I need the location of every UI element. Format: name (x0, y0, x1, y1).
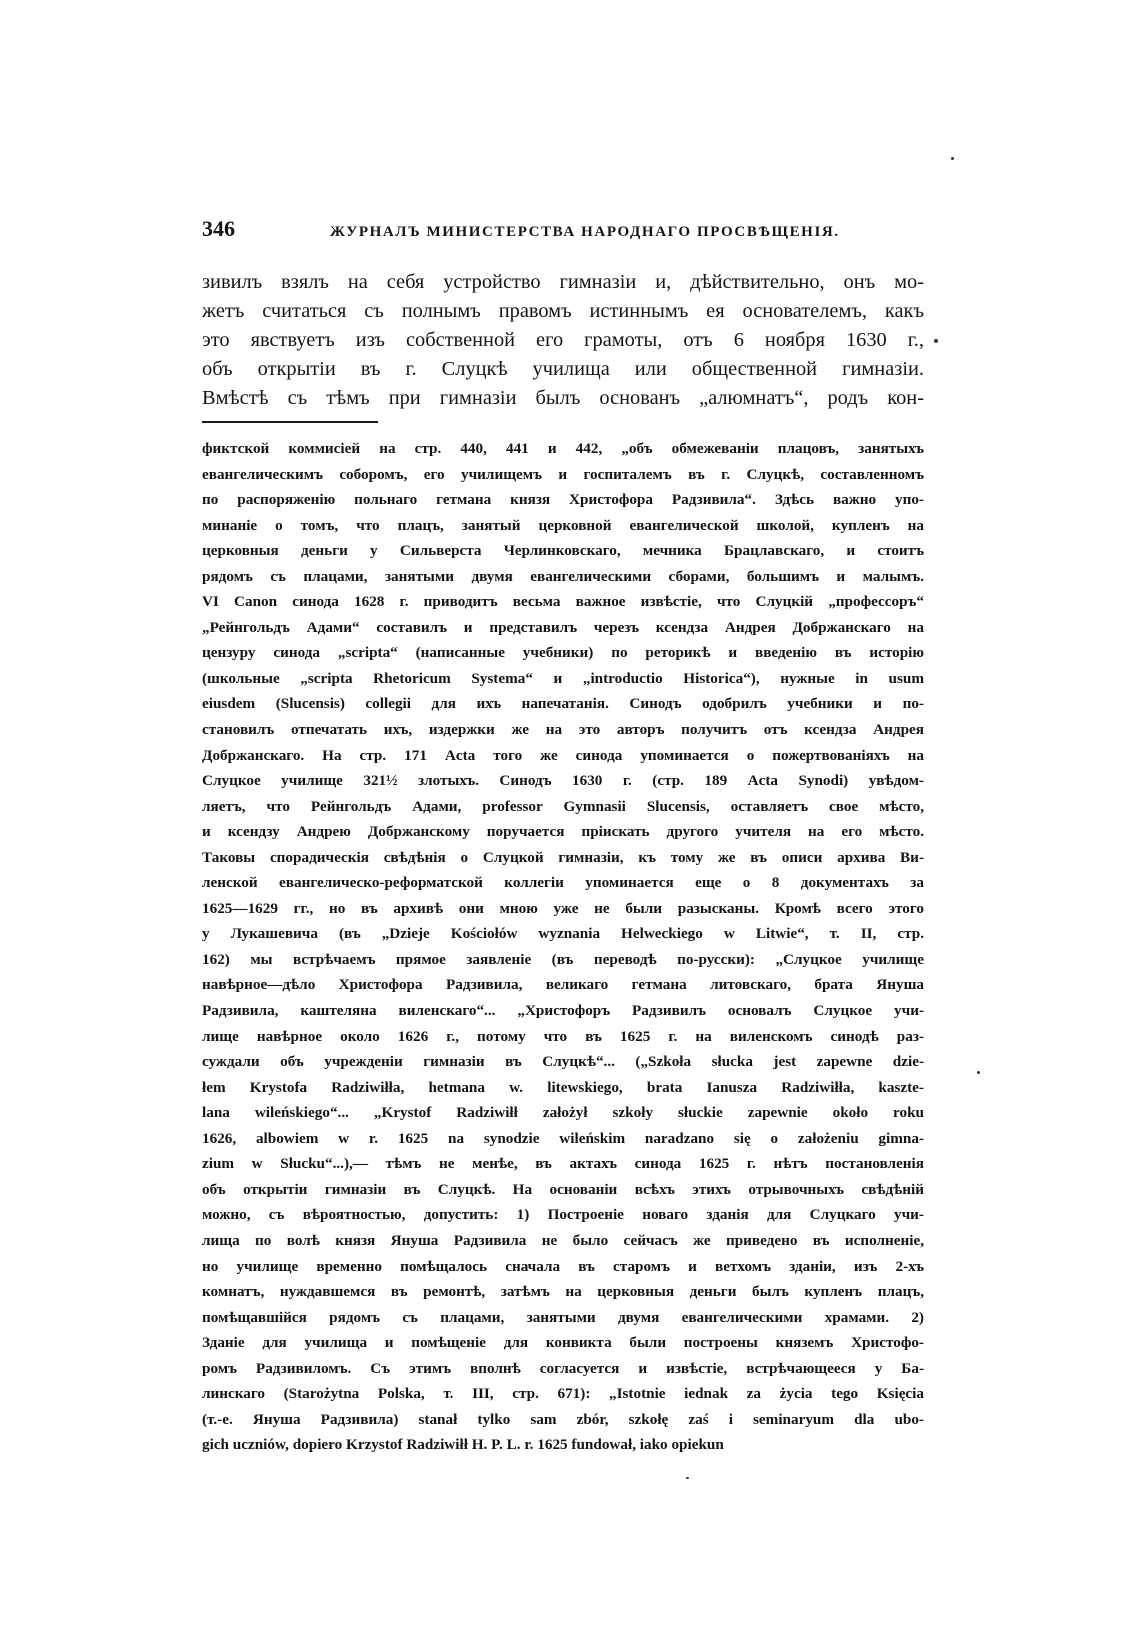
footnote-line: (т.-е. Януша Радзивила) stanał tylko sam zbór, szkołę zaś i seminaryum dla ubo- (202, 1410, 924, 1428)
footnote-line: (школьные „scripta Rhetoricum Systema“ и „introductio Historica“), нужные in usum (202, 669, 924, 687)
footnote-line: суждали объ учрежденіи гимназіи въ Слуцкѣ“... („Szkoła słucka jest zapewne dzie- (202, 1053, 924, 1071)
text-line: это явствуетъ изъ собственной его грамоты, отъ 6 ноября 1630 г., (202, 329, 924, 351)
footnote-separator (202, 421, 378, 423)
footnote-line: 1625—1629 гг., но въ архивѣ они мною уже не были разысканы. Кромѣ всего этого (202, 899, 924, 917)
footnote-line: лище навѣрное около 1626 г., потому что въ 1625 г. на виленскомъ синодѣ раз- (202, 1027, 924, 1045)
text-line: жетъ считаться съ полнымъ правомъ истиннымъ ея основателемъ, какъ (202, 300, 924, 322)
footnote-line: Радзивила, каштеляна виленскаго“... „Христофоръ Радзивилъ основалъ Слуцкое учи- (202, 1002, 924, 1020)
footnote-line: церковныя деньги у Сильверста Черлинковскаго, мечника Брацлавскаго, и стоитъ (202, 542, 924, 560)
footnote-line: становилъ отпечатать ихъ, издержки же на это авторъ получитъ отъ ксендза Андрея (202, 721, 924, 739)
footnote-line: Зданіе для училища и помѣщеніе для конвикта были построены княземъ Христофо- (202, 1334, 924, 1352)
text-line: Вмѣстѣ съ тѣмъ при гимназіи былъ основанъ „алюмнатъ“, родъ кон- (202, 387, 924, 409)
footnote-line: объ открытіи гимназіи въ Слуцкѣ. На основаніи всѣхъ этихъ отрывочныхъ свѣдѣній (202, 1180, 924, 1198)
footnote (202, 436, 924, 1458)
footnote-line: ромъ Радзивиломъ. Съ этимъ вполнѣ согласуется и извѣстіе, встрѣчающееся у Ба- (202, 1359, 924, 1377)
footnote-line: zium w Słucku“...),— тѣмъ не менѣе, въ актахъ синода 1625 г. нѣтъ постановленія (202, 1155, 924, 1173)
scan-speck (686, 1477, 689, 1479)
footnote-line: ляетъ, что Рейнгольдъ Адами, professor Gymnasii Slucensis, оставляетъ свое мѣсто, (202, 797, 924, 815)
text-line: объ открытіи въ г. Слуцкѣ училища или общественной гимназіи. (202, 358, 924, 380)
footnote-line: Слуцкое училище 321½ злотыхъ. Синодъ 1630 г. (стр. 189 Acta Synodi) увѣдом- (202, 772, 924, 790)
footnote-line: навѣрное—дѣло Христофора Радзивила, великаго гетмана литовскаго, брата Януша (202, 976, 924, 994)
footnote-line: у Лукашевича (въ „Dzieje Kościołów wyznania Helweckiego w Litwie“, т. II, стр. (202, 925, 924, 943)
footnote-line: eiusdem (Slucensis) collegii для ихъ напечатанія. Синодъ одобрилъ учебники и по- (202, 695, 924, 713)
scan-speck (951, 157, 954, 160)
footnote-line: lana wileńskiego“... „Krystof Radziwiłł założył szkoły słuckie zapewnie około roku (202, 1104, 924, 1122)
footnote-line: евангелическимъ соборомъ, его училищемъ и госпиталемъ въ г. Слуцкѣ, составленномъ (202, 465, 924, 483)
page-header (202, 216, 922, 244)
footnote-line: по распоряженію польнаго гетмана князя Христофора Радзивила“. Здѣсь важно упо- (202, 491, 924, 509)
footnote-line: помѣщавшійся рядомъ съ плацами, занятыми двумя евангелическими храмами. 2) (202, 1308, 924, 1326)
footnote-line: łem Krystofa Radziwiłła, hetmana w. litewskiego, brata Ianusza Radziwiłła, kaszte- (202, 1078, 924, 1096)
footnote-line: Добржанскаго. На стр. 171 Acta того же синода упоминается о пожертвованіяхъ на (202, 746, 924, 764)
footnote-line: цензуру синода „scripta“ (написанные учебники) по реторикѣ и введенію въ исторію (202, 644, 924, 662)
footnote-line: и ксендзу Андрею Добржанскому поручается пріискать другого учителя на его мѣсто. (202, 823, 924, 841)
footnote-line: ленской евангелическо-реформатской коллегіи упоминается еще о 8 документахъ за (202, 874, 924, 892)
footnote-line: линскаго (Starożytna Polska, т. III, стр. 671): „Istotnie iednak za życia tego Księcia (202, 1385, 924, 1403)
scan-speck (977, 1071, 980, 1074)
footnote-line: но училище временно помѣщалось сначала въ старомъ и ветхомъ зданіи, изъ 2-хъ (202, 1257, 924, 1275)
footnote-line: лища по волѣ князя Януша Радзивила не было сейчасъ же приведено въ исполненіе, (202, 1231, 924, 1249)
footnote-line: gich uczniów, dopiero Krzystof Radziwiłł H. P. L. r. 1625 fundował, iako opiekun (202, 1436, 724, 1454)
text-line: зивилъ взялъ на себя устройство гимназіи и, дѣйствительно, онъ мо- (202, 271, 924, 293)
footnote-line: комнатъ, нуждавшемся въ ремонтѣ, затѣмъ на церковныя деньги былъ купленъ плацъ, (202, 1283, 924, 1301)
footnote-line: можно, съ вѣроятностью, допустить: 1) Построеніе новаго зданія для Слуцкаго учи- (202, 1206, 924, 1224)
footnote-line: фиктской коммисіей на стр. 440, 441 и 442, „объ обмежеваніи плацовъ, занятыхъ (202, 440, 924, 457)
page-number: 346 (202, 216, 235, 241)
footnote-line: минаніе о томъ, что плацъ, занятый церковной евангелической школой, купленъ на (202, 516, 924, 534)
scan-speck (934, 339, 938, 343)
footnote-line: VI Canon синода 1628 г. приводитъ весьма важное извѣстіе, что Слуцкій „профессоръ“ (202, 593, 924, 611)
running-title: ЖУРНАЛЪ МИНИСТЕРСТВА НАРОДНАГО ПРОСВѢЩЕНІЯ. (330, 224, 840, 240)
footnote-line: Таковы спорадическія свѣдѣнія о Слуцкой гимназіи, къ тому же въ описи архива Ви- (202, 848, 924, 866)
footnote-line: 162) мы встрѣчаемъ прямое заявленіе (въ переводѣ по-русски): „Слуцкое училище (202, 950, 924, 968)
main-text (202, 268, 924, 413)
footnote-line: 1626, albowiem w r. 1625 na synodzie wileńskim naradzano się o założeniu gimna- (202, 1129, 924, 1147)
footnote-line: рядомъ съ плацами, занятыми двумя евангелическими сборами, большимъ и малымъ. (202, 567, 924, 585)
footnote-line: „Рейнгольдъ Адами“ составилъ и представилъ черезъ ксендза Андрея Добржанскаго на (202, 618, 924, 636)
